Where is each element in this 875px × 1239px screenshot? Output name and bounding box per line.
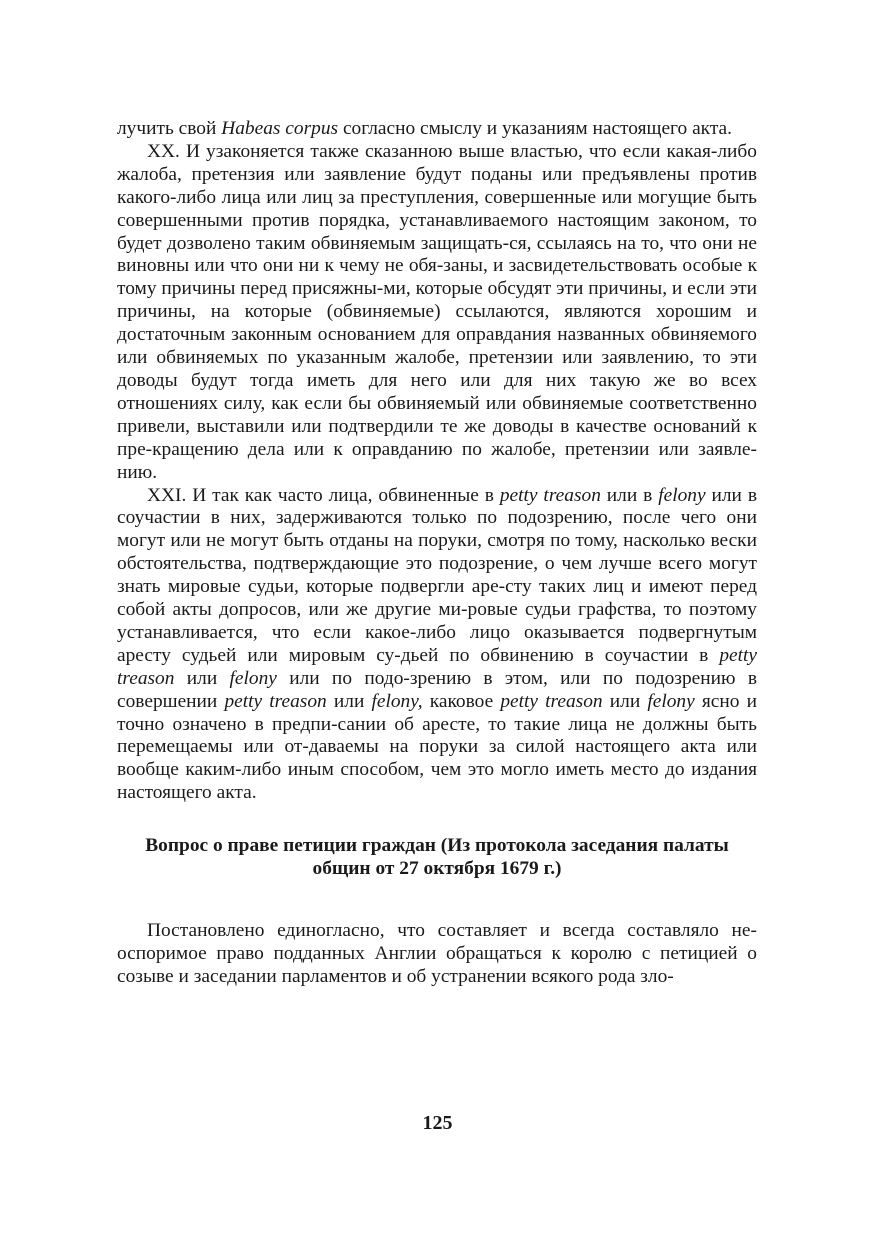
text-run: XXI. И так как часто лица, обвиненные в [147,484,500,506]
italic-term: petty treason [117,644,757,689]
text-run: или [602,690,648,712]
text-run: ясно и точно означено в предпи-сании об аресте, то такие лица не должны быть перемещаемы или от-даваемы на поруки за силой настоящего акта или вообще каким-либо иным способом, чем это могло иметь место до издания настоящего акта. [117,690,757,804]
section-heading [117,835,757,881]
paragraph-petition-right: Постановлено единогласно, что составляет и всегда составляло не-оспоримое право подданных Англии обращаться к королю с петицией о созыве и заседании парламентов и об устранении всякого рода зло- [117,920,757,987]
text-run: согласно смыслу и указаниям настоящего акта. [338,118,733,139]
italic-term: felony [229,667,277,689]
italic-term: Habeas corpus [221,118,339,139]
paragraph-habeas-corpus-ending [117,118,757,141]
paragraph-section-xxi [117,485,757,806]
heading-line: общин от 27 октября 1679 г.) [312,858,562,880]
page-body [117,118,757,989]
text-run: или [326,690,372,712]
italic-term: petty treason [499,484,601,506]
text-run: или в [600,484,659,506]
italic-term: felony, [371,690,423,712]
heading-line: Вопрос о праве петиции граждан (Из протокола заседания палаты [145,835,729,857]
italic-term: felony [658,484,706,506]
text-run: каковое [422,690,501,712]
text-run: или [174,667,230,689]
page-number: 125 [422,1112,453,1134]
paragraph-section-xx: XX. И узаконяется также сказанною выше властью, что если какая-либо жалоба, претензия или заявление будут поданы или предъявлены против какого-либо лица или лиц за преступления, совершенные или могущие быть совершенными против порядка, устанавливаемого настоящим законом, то будет дозволено таким обвиняемым защищать-ся, ссылаясь на то, что они не виновны или что они ни к чему не обя-заны, и засвидетельствовать особые к тому причины перед присяжны-ми, которые обсудят эти причины, и если эти причины, на которые (обвиняемые) ссылаются, являются хорошим и достаточным законным основанием для оправдания названных обвиняемого или обвиняемых по указанным жалобе, претензии или заявлению, то эти доводы будут тогда иметь для него или для них такую же во всех отношениях силу, как если бы обвиняемый или обвиняемые соответственно привели, выставили или подтвердили те же доводы в качестве оснований к пре-кращению дела или к оправданию по жалобе, претензии или заявле-нию. [117,140,757,483]
italic-term: petty treason [224,690,327,712]
text-run: или в соучастии в них, задерживаются только по подозрению, после чего они могут или не могут быть отданы на поруки, смотря по тому, насколько вески обстоятельства, подтверждающие это подозрение, о чем лучше всего могут знать мировые судьи, которые подвергли аре-сту таких лиц и имеют перед собой акты допросов, или же другие ми-ровые судьи графства, то поэтому устанавливается, что если какое-либо лицо оказывается подвергнутым аресту судьей или мировым су-дьей по обвинению в соучастии в [117,484,757,666]
text-run: лучить свой [117,118,222,139]
text-run: или по подо-зрению в этом, или по подозрению в совершении [117,667,757,712]
italic-term: petty treason [500,690,603,712]
italic-term: felony [647,690,695,712]
